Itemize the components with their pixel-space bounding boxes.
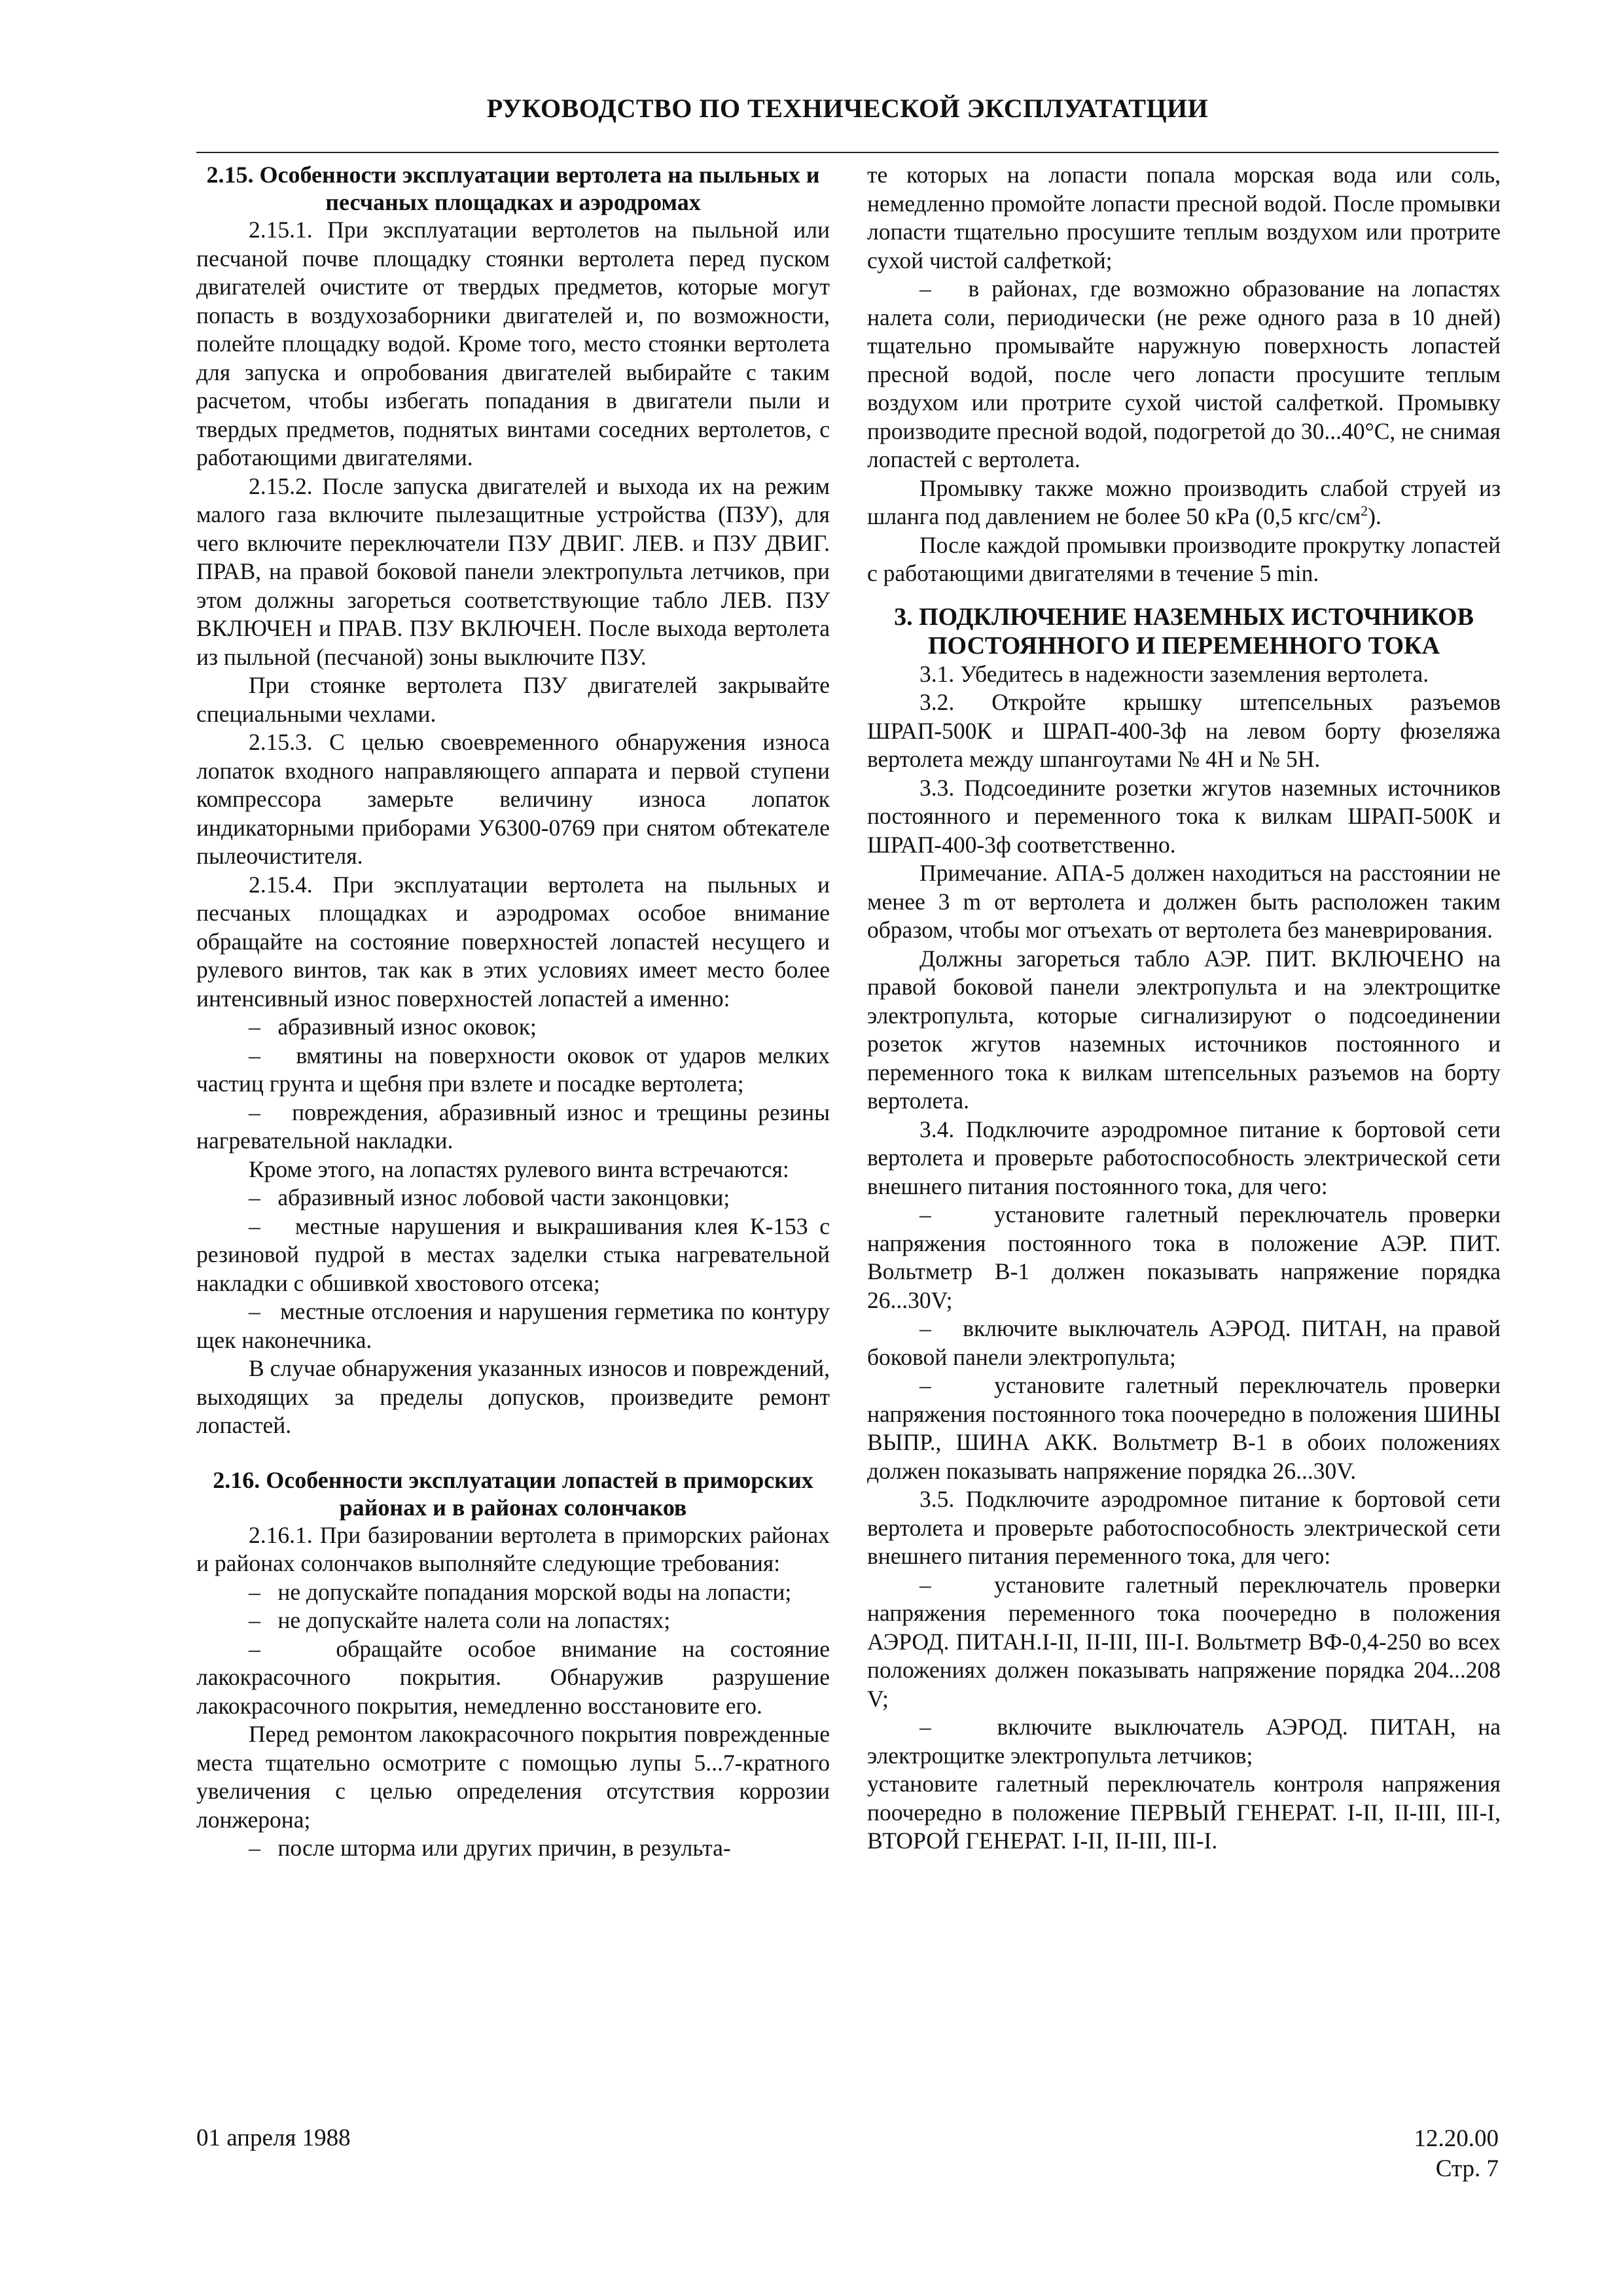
paragraph-note: Примечание. АПА-5 должен находиться на расстоянии не менее 3 m от вертолета и должен быть расположен таким образом, чтобы мог отъехать от вертолета без маневрирования. (867, 860, 1501, 943)
paragraph-magnifier: Перед ремонтом лакокрасочного покрытия поврежденные места тщательно осмотрите с помощью лупы 5...7-кратного увеличения с целью определения отсутствия коррозии лонжерона; (196, 1721, 830, 1833)
list-item: – местные отслоения и нарушения герметика по контуру щек наконечника. (196, 1298, 830, 1354)
list-item: – не допускайте попадания морской воды на лопасти; (196, 1578, 830, 1607)
paragraph-2-15-2: 2.15.2. После запуска двигателей и выхода их на режим малого газа включите пылезащитные устройства (ПЗУ), для чего включите переключатели ПЗУ ДВИГ. ЛЕВ. и ПЗУ ДВИГ. ПРАВ, на правой боковой панели электропульта летчиков, при этом должны загореться соответствующие табло ЛЕВ. ПЗУ ВКЛЮЧЕН и ПРАВ. ПЗУ ВКЛЮЧЕН. После выхода вертолета из пыльной (песчаной) зоны выключите ПЗУ. (196, 472, 830, 670)
list-item: – установите галетный переключатель проверки напряжения постоянного тока в положение АЭР. ПИТ. Вольтметр В-1 должен показывать напряжение порядка 26...30V; (867, 1201, 1501, 1315)
list-item: – повреждения, абразивный износ и трещины резины нагревательной накладки. (196, 1099, 830, 1156)
paragraph-tail-rotor: Кроме этого, на лопастях рулевого винта встречаются: (249, 1156, 789, 1182)
list-item: – не допускайте налета соли на лопастях; (196, 1606, 830, 1635)
paragraph-last: установите галетный переключатель контроля напряжения поочередно в положение ПЕРВЫЙ ГЕНЕРАТ. I-II, II-III, III-I, ВТОРОЙ ГЕНЕРАТ. I-II, II-III, III-I. (867, 1771, 1501, 1854)
footer-info (1414, 2124, 1499, 2184)
footer-code: 12.20.00 (1414, 2125, 1499, 2152)
list-item: – включите выключатель АЭРОД. ПИТАН, на правой боковой панели электропульта; (867, 1315, 1501, 1371)
paragraph-pzu-covers: При стоянке вертолета ПЗУ двигателей закрывайте специальными чехлами. (196, 672, 830, 727)
section-2-16-title: 2.16. Особенности эксплуатации лопастей в приморских районах и в районах солончаков (213, 1466, 813, 1521)
paragraph-2-16-1: 2.16.1. При базировании вертолета в приморских районах и районах солончаков выполняйте следующие требования: (196, 1521, 830, 1576)
list-item: – обращайте особое внимание на состояние лакокрасочного покрытия. Обнаружив разрушение лакокрасочного покрытия, немедленно восстановите его. (196, 1635, 830, 1721)
paragraph-repair: В случае обнаружения указанных износов и повреждений, выходящих за пределы допусков, произведите ремонт лопастей. (196, 1355, 830, 1438)
header-rule (196, 152, 1499, 153)
paragraph-washing-pressure: Промывку также можно производить слабой струей из шланга под давлением не более 50 кРа (0,5 кгс/$см^2$). (867, 474, 1501, 529)
list-item: – абразивный износ оковок; (196, 1013, 830, 1042)
footer-page-number: Стр. 7 (1435, 2155, 1499, 2182)
right-column (867, 161, 1501, 1856)
list-item: – местные нарушения и выкрашивания клея К-153 с резиновой пудрой в местах заделки стыка нагревательной накладки с обшивкой хвостового отсека; (196, 1212, 830, 1298)
paragraph-tablo: Должны загореться табло АЭР. ПИТ. ВКЛЮЧЕНО на правой боковой панели электропульта и на электрощитке электропульта, которые сигнализируют о подсоединении розеток жгутов наземных источников постоянного и переменного тока к вилкам штепсельных разъемов на борту вертолета. (867, 945, 1501, 1114)
list-item: – установите галетный переключатель проверки напряжения переменного тока поочередно в положения АЭРОД. ПИТАН.I-II, II-III, III-I. Вольтметр ВФ-0,4-250 во всех положениях должен показывать напряжение порядка 204...208 V; (867, 1571, 1501, 1714)
paragraph-continuation: те которых на лопасти попала морская вода или соль, немедленно промойте лопасти пресной водой. После промывки лопасти тщательно просушите теплым воздухом или протрите сухой чистой салфеткой; (867, 162, 1501, 274)
paragraph-2-15-4: 2.15.4. При эксплуатации вертолета на пыльных и песчаных площадках и аэродромах особое внимание обращайте на состояние поверхностей лопастей несущего и рулевого винтов, так как в этих условиях имеет место более интенсивный износ поверхностей лопастей а именно: (196, 871, 830, 1012)
section-3-title: 3. ПОДКЛЮЧЕНИЕ НАЗЕМНЫХ ИСТОЧНИКОВ ПОСТОЯННОГО И ПЕРЕМЕННОГО ТОКА (894, 603, 1474, 660)
section-2-15-title: 2.15. Особенности эксплуатации вертолета на пыльных и песчаных площадках и аэродромах (206, 162, 820, 215)
paragraph-3-1: 3.1. Убедитесь в надежности заземления вертолета. (919, 660, 1429, 687)
paragraph-3-2: 3.2. Откройте крышку штепсельных разъемов ШРАП-500К и ШРАП-400-3ф на левом борту фюзеляжа вертолета между шпангоутами № 4Н и № 5Н. (867, 689, 1501, 772)
list-item: – абразивный износ лобовой части законцовки; (196, 1184, 830, 1212)
left-column (196, 161, 830, 1863)
list-item: – вмятины на поверхности оковок от ударов мелких частиц грунта и щебня при взлете и посадке вертолета; (196, 1042, 830, 1099)
paragraph-3-4: 3.4. Подключите аэродромное питание к бортовой сети вертолета и проверьте работоспособность электрической сети внешнего питания постоянного тока, для чего: (867, 1116, 1501, 1199)
paragraph-rotation: После каждой промывки производите прокрутку лопастей с работающими двигателями в течение 5 min. (867, 531, 1501, 586)
footer-date: 01 апреля 1988 (196, 2125, 351, 2151)
list-item: – включите выключатель АЭРОД. ПИТАН, на электрощитке электропульта летчиков; (867, 1713, 1501, 1770)
list-item: – установите галетный переключатель проверки напряжения постоянного тока поочередно в положения ШИНЫ ВЫПР., ШИНА АКК. Вольтметр В-1 в обоих положениях должен показывать напряжение порядка 26...30V. (867, 1371, 1501, 1485)
paragraph-2-15-1: 2.15.1. При эксплуатации вертолетов на пыльной или песчаной почве площадку стоянки вертолета перед пуском двигателей очистите от твердых предметов, которые могут попасть в воздухозаборники двигателей и, по возможности, полейте площадку водой. Кроме того, место стоянки вертолета для запуска и опробования двигателей выбирайте с таким расчетом, чтобы избегать попадания в двигатели пыли и твердых предметов, поднятых винтами соседних вертолетов, с работающими двигателями. (196, 217, 830, 470)
page-header: РУКОВОДСТВО ПО ТЕХНИЧЕСКОЙ ЭКСПЛУАТАТЦИИ (486, 94, 1209, 123)
paragraph-2-15-3: 2.15.3. С целью своевременного обнаружения износа лопаток входного направляющего аппарата и первой ступени компрессора замерьте величину износа лопаток индикаторными приборами У6300-0769 при снятом обтекателе пылеочистителя. (196, 729, 830, 869)
paragraph-3-3: 3.3. Подсоедините розетки жгутов наземных источников постоянного и переменного тока к вилкам ШРАП-500К и ШРАП-400-3ф соответственно. (867, 774, 1501, 858)
list-item: – после шторма или других причин, в результа- (196, 1834, 830, 1863)
list-item: – в районах, где возможно образование на лопастях налета соли, периодически (не реже одного раза в 10 дней) тщательно промывайте наружную поверхность лопастей пресной водой, после чего лопасти просушите теплым воздухом или протрите сухой чистой салфеткой. Промывку производите пресной водой, подогретой до 30...40°С, не снимая лопастей с вертолета. (867, 275, 1501, 474)
paragraph-3-5: 3.5. Подключите аэродромное питание к бортовой сети вертолета и проверьте работоспособность электрической сети внешнего питания переменного тока, для чего: (867, 1486, 1501, 1569)
